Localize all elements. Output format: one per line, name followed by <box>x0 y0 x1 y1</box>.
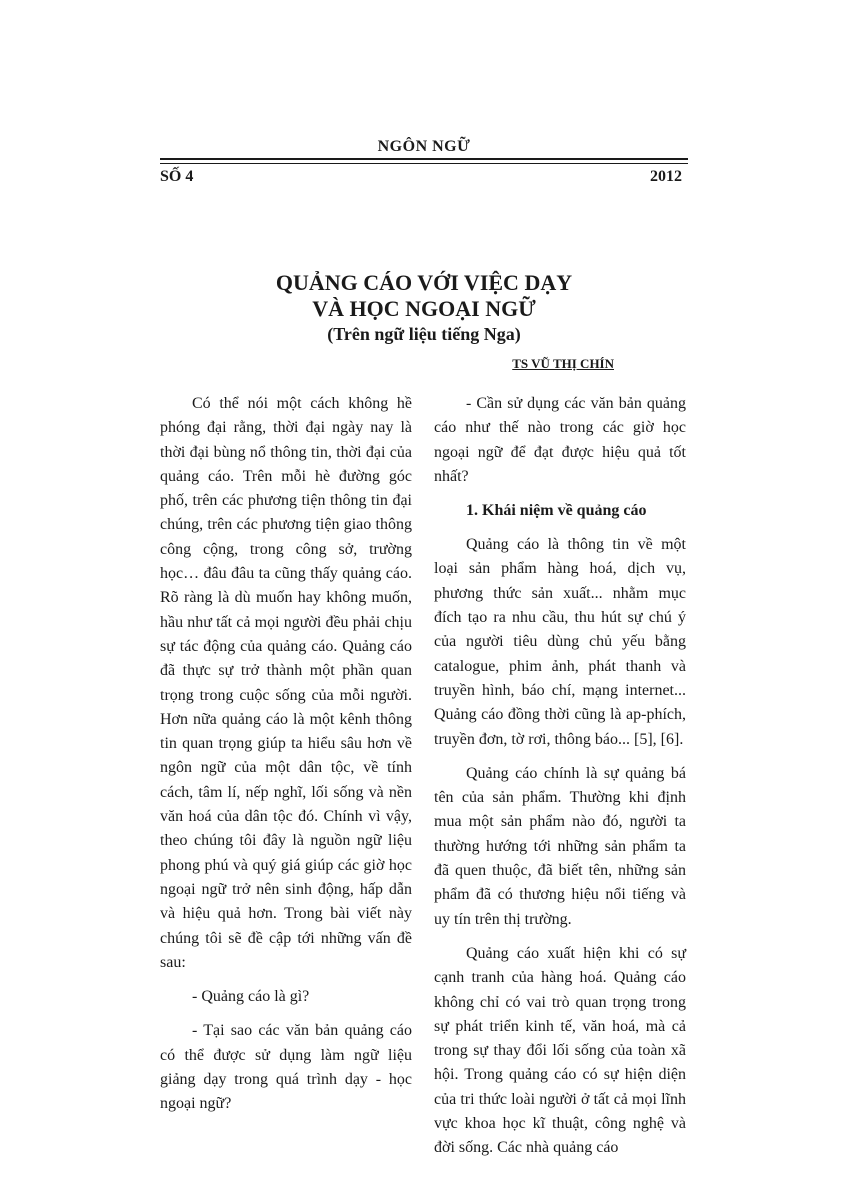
issue-year: 2012 <box>650 168 682 185</box>
journal-name: NGÔN NGỮ <box>377 138 471 155</box>
paragraph: - Quảng cáo là gì? <box>192 988 310 1006</box>
article-title-block <box>160 270 688 346</box>
article-title-line-1: QUẢNG CÁO VỚI VIỆC DẠY <box>275 270 573 295</box>
article-title-line-2: VÀ HỌC NGOẠI NGỮ <box>312 296 536 321</box>
section-heading: 1. Khái niệm về quảng cáo <box>466 502 647 520</box>
article-subtitle: (Trên ngữ liệu tiếng Nga) <box>327 324 521 344</box>
issue-number: SỐ 4 <box>160 168 194 185</box>
paragraph: - Tại sao các văn bản quảng cáo có thể được sử dụng làm ngữ liệu giảng dạy trong quá trình dạy - học ngoại ngữ? <box>160 1022 412 1113</box>
paragraph: Quảng cáo chính là sự quảng bá tên của sản phẩm. Thường khi định mua một sản phẩm nào đó, người ta thường hướng tới những sản phẩm ta đã quen thuộc, đã biết tên, những sản phẩm đã có thương hiệu nổi tiếng và uy tín trên thị trường. <box>434 764 686 928</box>
paragraph: Có thể nói một cách không hề phóng đại rằng, thời đại ngày nay là thời đại bùng nổ thông tin, thời đại của quảng cáo. Trên mỗi hè đường góc phố, trên các phương tiện thông tin đại chúng, trên các phương tiện giao thông công cộng, trong công sở, trường học… đâu đâu ta cũng thấy quảng cáo. Rõ ràng là dù muốn hay không muốn, hầu như tất cả mọi người đều phải chịu sự tác động của quảng cáo. Quảng cáo đã thực sự trở thành một phần quan trọng trong cuộc sống của mỗi người. Hơn nữa quảng cáo là một kênh thông tin quan trọng giúp ta hiểu sâu hơn về ngôn ngữ của một dân tộc, về tính cách, tâm lí, nếp nghĩ, lối sống và nền văn hoá của dân tộc đó. Chính vì vậy, theo chúng tôi đây là nguồn ngữ liệu phong phú và quý giá giúp các giờ học ngoại ngữ trở nên sinh động, hấp dẫn và hiệu quả hơn. Trong bài viết này chúng tôi sẽ đề cập tới những vấn đề sau: <box>160 395 412 971</box>
header-rule-thin <box>160 163 688 164</box>
paragraph: Quảng cáo xuất hiện khi có sự cạnh tranh của hàng hoá. Quảng cáo không chỉ có vai trò quan trọng trong sự phát triển kinh tế, văn hoá, mà cả trong sự thay đổi lối sống của toàn xã hội. Trong quảng cáo có sự hiện diện của tri thức loài người ở tất cả mọi lĩnh vực khoa học kĩ thuật, công nghệ và đời sống. Các nhà quảng cáo <box>434 944 686 1157</box>
paragraph: - Cần sử dụng các văn bản quảng cáo như thế nào trong các giờ học ngoại ngữ để đạt được hiệu quả tốt nhất? <box>434 395 686 485</box>
article-author: TS VŨ THỊ CHÍN <box>512 356 614 371</box>
right-column <box>434 392 686 1171</box>
header-rule-thick <box>160 158 688 160</box>
left-column <box>160 392 412 1127</box>
issue-row <box>160 168 682 186</box>
paragraph: Quảng cáo là thông tin về một loại sản phẩm hàng hoá, dịch vụ, phương thức sản xuất... nhằm mục đích tạo ra nhu cầu, thu hút sự chú ý của người tiêu dùng chủ yếu bằng catalogue, phim ảnh, phát thanh và truyền hình, báo chí, mạng internet... Quảng cáo đồng thời cũng là ap-phích, truyền đơn, tờ rơi, thông báo... [5], [6]. <box>434 536 686 748</box>
